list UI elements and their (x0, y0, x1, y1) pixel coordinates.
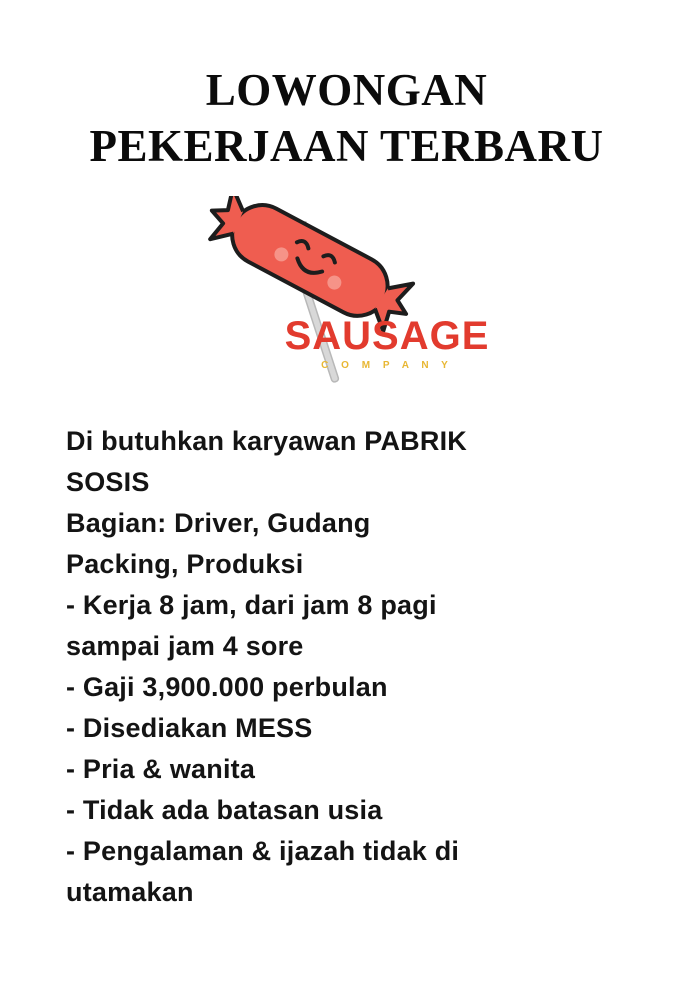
logo-wordmark-tagline: C O M P A N Y (321, 360, 453, 371)
job-detail-line: utamakan (66, 877, 194, 907)
job-detail-line: - Disediakan MESS (66, 713, 313, 743)
company-logo (0, 196, 693, 411)
job-detail-line: - Kerja 8 jam, dari jam 8 pagi (66, 590, 437, 620)
page-title-line-1: LOWONGAN (205, 65, 488, 115)
job-detail-line: sampai jam 4 sore (66, 631, 304, 661)
job-detail-line: - Pria & wanita (66, 754, 256, 784)
job-detail-line: Bagian: Driver, Gudang (66, 508, 371, 538)
logo-wordmark-main: SAUSAGE (284, 314, 490, 358)
job-detail-line: - Gaji 3,900.000 perbulan (66, 672, 388, 702)
job-detail-line: - Tidak ada batasan usia (66, 795, 383, 825)
page-title (0, 0, 693, 174)
job-detail-line: SOSIS (66, 467, 150, 497)
job-detail-line: Packing, Produksi (66, 549, 304, 579)
page-title-line-2: PEKERJAAN TERBARU (89, 121, 604, 171)
job-detail-line: Di butuhkan karyawan PABRIK (66, 426, 467, 456)
job-detail-line: - Pengalaman & ijazah tidak di (66, 836, 460, 866)
job-details (0, 421, 693, 913)
logo-wordmark (262, 314, 512, 371)
